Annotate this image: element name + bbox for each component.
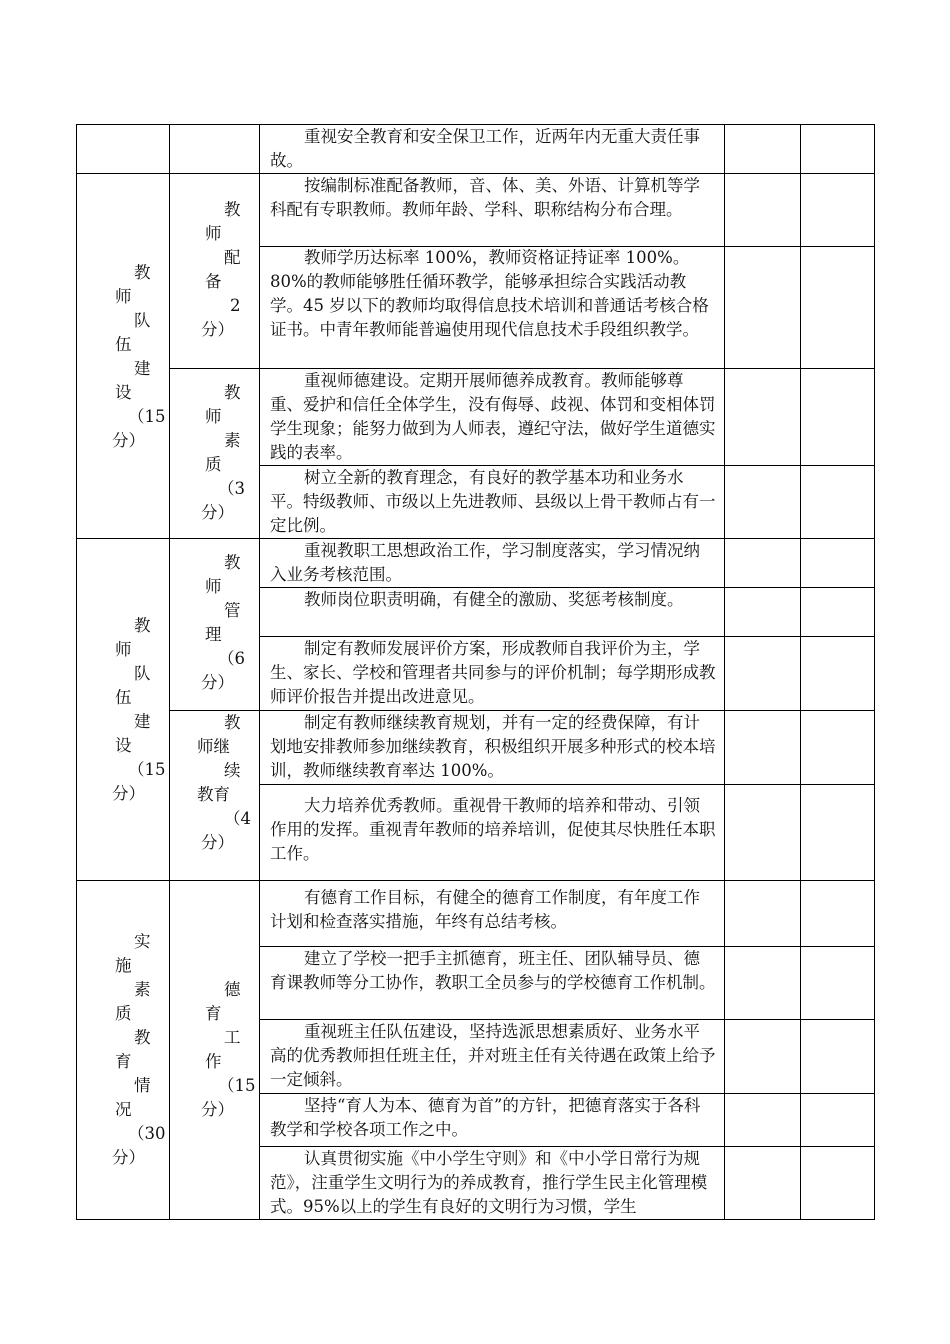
- category-char: 素: [134, 980, 151, 999]
- criterion-text: 认真贯彻实施《中小学生守则》和《中小学日常行为规范》，注重学生文明行为的养成教育，推行学生民主化管理模式。95%以上的学生有良好的文明行为习惯，学生: [270, 1149, 708, 1216]
- category-char: 师: [115, 287, 132, 306]
- subcategory-char: 育: [205, 1004, 222, 1023]
- category-char: 分）: [112, 431, 145, 450]
- criterion-text: 树立全新的教育理念，有良好的教学基本功和业务水平。特级教师、市级以上先进教师、县级以上骨干教师占有一定比例。: [270, 468, 716, 535]
- category-char: 设: [115, 383, 132, 402]
- subcategory-char: 分）: [201, 673, 234, 692]
- category-char: 实: [134, 932, 151, 951]
- category-char: 育: [115, 1052, 132, 1071]
- border: [874, 124, 875, 1220]
- criterion-text: 重视师德建设。定期开展师德养成教育。教师能够尊重、爱护和信任全体学生，没有侮辱、歧视、体罚和变相体罚学生现象；能努力做到为人师表，遵纪守法，做好学生道德实践的表率。: [270, 371, 716, 462]
- subcategory-char: 分）: [201, 320, 234, 339]
- category-char: （15: [128, 407, 166, 426]
- category-char: 教: [134, 616, 151, 635]
- subcategory-char: 教: [224, 553, 241, 572]
- subcategory-char: 分）: [201, 503, 234, 522]
- subcategory-char: 教: [224, 200, 241, 219]
- criterion-text: 重视安全教育和安全保卫工作，近两年内无重大责任事故。: [270, 127, 700, 170]
- category-char: 教: [134, 1028, 151, 1047]
- category-char: （15: [128, 760, 166, 779]
- border: [76, 880, 875, 881]
- criterion-text: 制定有教师继续教育规划，并有一定的经费保障，有计划地安排教师参加继续教育，积极组织开展多种形式的校本培训，教师继续教育率达 100%。: [270, 713, 716, 780]
- subcategory-char: 备: [205, 272, 222, 291]
- category-char: 伍: [115, 688, 132, 707]
- subcategory-char: 管: [224, 601, 241, 620]
- criterion-text: 教师学历达标率 100%，教师资格证持证率 100%。80%的教师能够胜任循环教学，能够承担综合实践活动教学。45 岁以下的教师均取得信息技术培训和普通话考核合格证书。中青年教师能普遍使用现代信息技术手段组织教学。: [270, 248, 709, 339]
- category-char: （30: [128, 1124, 166, 1143]
- border: [800, 124, 801, 1220]
- category-char: 建: [134, 359, 151, 378]
- subcategory-char: 教育: [197, 785, 230, 804]
- criterion-text: 大力培养优秀教师。重视骨干教师的培养和带动、引领作用的发挥。重视青年教师的培养培训，促使其尽快胜任本职工作。: [270, 796, 716, 863]
- subcategory-char: 教: [224, 383, 241, 402]
- subcategory-char: 续: [224, 761, 241, 780]
- subcategory-char: 师继: [197, 737, 230, 756]
- subcategory-char: （15: [218, 1076, 256, 1095]
- category-char: 情: [134, 1076, 151, 1095]
- subcategory-char: 作: [205, 1052, 222, 1071]
- border: [724, 124, 725, 1220]
- subcategory-char: 师: [205, 224, 222, 243]
- category-char: 分）: [112, 784, 145, 803]
- subcategory-char: 分）: [201, 1100, 234, 1119]
- category-char: 况: [115, 1100, 132, 1119]
- category-char: 队: [134, 311, 151, 330]
- subcategory-char: 分）: [201, 833, 234, 852]
- subcategory-char: 教: [224, 713, 241, 732]
- category-char: 教: [134, 263, 151, 282]
- border: [76, 124, 77, 1220]
- criterion-text: 有德育工作目标，有健全的德育工作制度，有年度工作计划和检查落实措施，年终有总结考核。: [270, 888, 700, 931]
- subcategory-char: 师: [205, 577, 222, 596]
- criterion-text: 重视教职工思想政治工作，学习制度落实，学习情况纳入业务考核范围。: [270, 541, 700, 584]
- subcategory-char: 师: [205, 407, 222, 426]
- criterion-text: 坚持“育人为本、德育为首”的方针，把德育落实于各科教学和学校各项工作之中。: [270, 1096, 701, 1139]
- subcategory-char: 2: [230, 296, 241, 315]
- criterion-text: 制定有教师发展评价方案，形成教师自我评价为主，学生、家长、学校和管理者共同参与的评价机制；每学期形成教师评价报告并提出改进意见。: [270, 639, 716, 706]
- category-char: 师: [115, 640, 132, 659]
- subcategory-char: 理: [205, 625, 222, 644]
- category-char: 队: [134, 664, 151, 683]
- subcategory-char: （4: [224, 809, 251, 828]
- subcategory-char: 配: [224, 248, 241, 267]
- border: [76, 1219, 875, 1220]
- subcategory-char: 德: [224, 980, 241, 999]
- category-char: 分）: [112, 1148, 145, 1167]
- category-char: 设: [115, 736, 132, 755]
- subcategory-char: 工: [224, 1028, 241, 1047]
- criterion-text: 教师岗位职责明确，有健全的激励、奖惩考核制度。: [304, 590, 684, 609]
- category-char: 伍: [115, 335, 132, 354]
- subcategory-char: （6: [218, 649, 245, 668]
- border: [169, 124, 170, 1220]
- subcategory-char: 素: [224, 431, 241, 450]
- subcategory-char: （3: [218, 479, 245, 498]
- criterion-text: 按编制标准配备教师，音、体、美、外语、计算机等学科配有专职教师。教师年龄、学科、职称结构分布合理。: [270, 176, 700, 219]
- subcategory-char: 质: [205, 455, 222, 474]
- category-char: 施: [115, 956, 132, 975]
- border: [259, 784, 875, 785]
- criterion-text: 建立了学校一把手主抓德育，班主任、团队辅导员、德育课教师等分工协作，教职工全员参与的学校德育工作机制。: [270, 949, 716, 992]
- criterion-text: 重视班主任队伍建设，坚持选派思想素质好、业务水平高的优秀教师担任班主任，并对班主任有关待遇在政策上给予一定倾斜。: [270, 1022, 716, 1089]
- category-char: 建: [134, 712, 151, 731]
- category-char: 质: [115, 1004, 132, 1023]
